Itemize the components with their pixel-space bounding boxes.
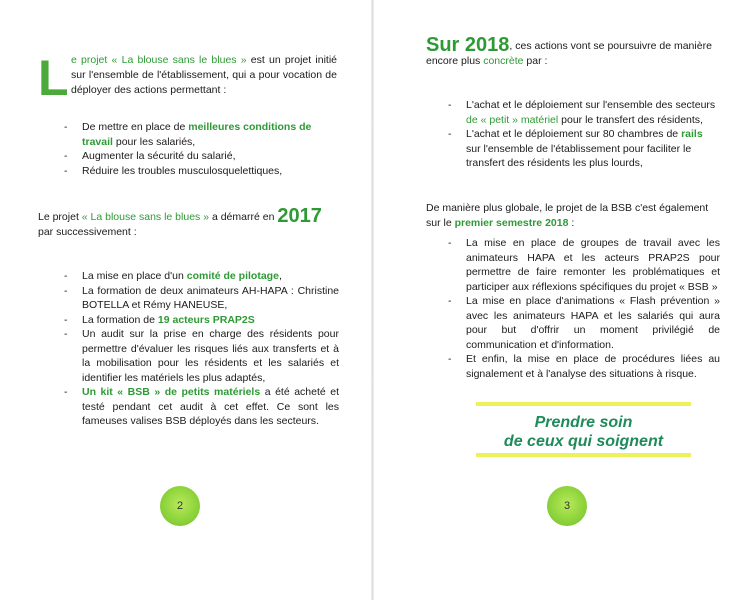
right-intro-text-2: par : xyxy=(523,55,548,67)
plans-list xyxy=(448,236,720,381)
step-1-prefix: La mise en place d'un xyxy=(82,270,187,282)
right-intro-year: Sur 2018 xyxy=(426,34,510,56)
start-suffix: par successivement : xyxy=(38,226,137,238)
start-year: 2017 xyxy=(277,205,322,227)
right-page xyxy=(374,0,749,600)
step-3-prefix: La formation de xyxy=(82,313,158,326)
drop-cap: L xyxy=(38,50,69,106)
step-5-suffix: a été acheté et testé pendant cet audit à cet effet. Ce sont les fameuses valises BSB déployés dans les secteurs. xyxy=(82,386,340,427)
right-intro-text-1: , ces actions vont se poursuivre de manière encore plus xyxy=(426,40,712,67)
start-middle: a démarré en xyxy=(209,211,278,223)
list-item: - Et enfin, la mise en place de procédures liées au signalement et à l'analyse des situations à risque. xyxy=(448,352,720,381)
action-2-prefix: L'achat et le déploiement sur 80 chambres de xyxy=(466,128,682,140)
steps-list xyxy=(64,269,339,429)
actions-list xyxy=(448,98,720,171)
action-1-suffix: pour le transfert des résidents, xyxy=(558,113,703,126)
global-text: De manière plus globale, le projet de la BSB c'est également sur le xyxy=(426,202,709,229)
list-item: - La mise en place d'animations « Flash prévention » avec les animateurs HAPA et les salariés qui aura pour but d'offrir un moment privilégié de communication et d'information. xyxy=(448,294,720,352)
start-paragraph xyxy=(38,205,338,240)
intro-project-name: « La blouse sans le blues » xyxy=(111,54,247,66)
start-project-name: « La blouse sans le blues » xyxy=(81,211,210,223)
intro-prefix: e projet xyxy=(71,54,112,66)
list-item: - Augmenter la sécurité du salarié, xyxy=(64,149,339,164)
intro-paragraph xyxy=(71,53,337,98)
page-number-badge: 3 xyxy=(547,486,587,526)
list-item: - La mise en place de groupes de travail avec les animateurs HAPA et les acteurs PRAP2S pour permettre de faire remonter les problématiques et participer aux réflexions spécifiques du projet « BSB » xyxy=(448,236,720,294)
step-1-highlight: comité de pilotage xyxy=(186,270,279,282)
list-item xyxy=(448,98,720,127)
slogan-line-2: de ceux qui soignent xyxy=(503,433,664,450)
list-item xyxy=(64,269,339,284)
step-5-highlight: Un kit « BSB » de petits matériels xyxy=(82,386,261,398)
list-item xyxy=(64,313,339,328)
right-intro-highlight: concrète xyxy=(483,55,524,67)
slogan-line-1: Prendre soin xyxy=(534,414,633,431)
action-2-suffix: sur l'ensemble de l'établissement pour faciliter le transfert des résidents les plus lourds, xyxy=(466,142,692,169)
global-suffix: : xyxy=(568,217,575,229)
action-2-highlight: rails xyxy=(681,128,703,140)
step-1-suffix: , xyxy=(278,270,282,282)
step-3-highlight: 19 acteurs PRAP2S xyxy=(157,313,255,326)
list-item xyxy=(448,127,720,171)
goal-1-highlight: meilleures conditions de travail xyxy=(82,121,312,148)
goals-list xyxy=(64,120,339,178)
list-item: - Réduire les troubles musculosquelettiques, xyxy=(64,164,339,179)
slogan-banner xyxy=(476,402,691,457)
action-1-highlight: de « petit » matériel xyxy=(466,113,559,126)
left-page xyxy=(0,0,372,600)
list-item: - La formation de deux animateurs AH-HAPA : Christine BOTELLA et Rémy HANEUSE, xyxy=(64,284,339,313)
global-paragraph xyxy=(426,201,721,231)
action-1-prefix: L'achat et le déploiement sur l'ensemble des secteurs xyxy=(466,99,716,111)
intro-text: est un projet initié sur l'ensemble de l'établissement, qui a pour vocation de déployer des actions permettant : xyxy=(71,54,337,96)
goal-1-prefix: De mettre en place de xyxy=(82,121,189,133)
global-highlight: premier semestre 2018 xyxy=(454,217,569,229)
list-item xyxy=(64,385,339,429)
list-item xyxy=(64,120,339,149)
start-prefix: Le projet xyxy=(38,211,82,223)
goal-1-suffix: pour les salariés, xyxy=(112,135,196,148)
list-item: - Un audit sur la prise en charge des résidents pour permettre d'évaluer les risques liés aux transferts et à la mobilisation pour les résidents et les salariés et identifier les matériels les plus adaptés, xyxy=(64,327,339,385)
page-number-badge: 2 xyxy=(160,486,200,526)
right-intro-paragraph xyxy=(426,34,731,69)
